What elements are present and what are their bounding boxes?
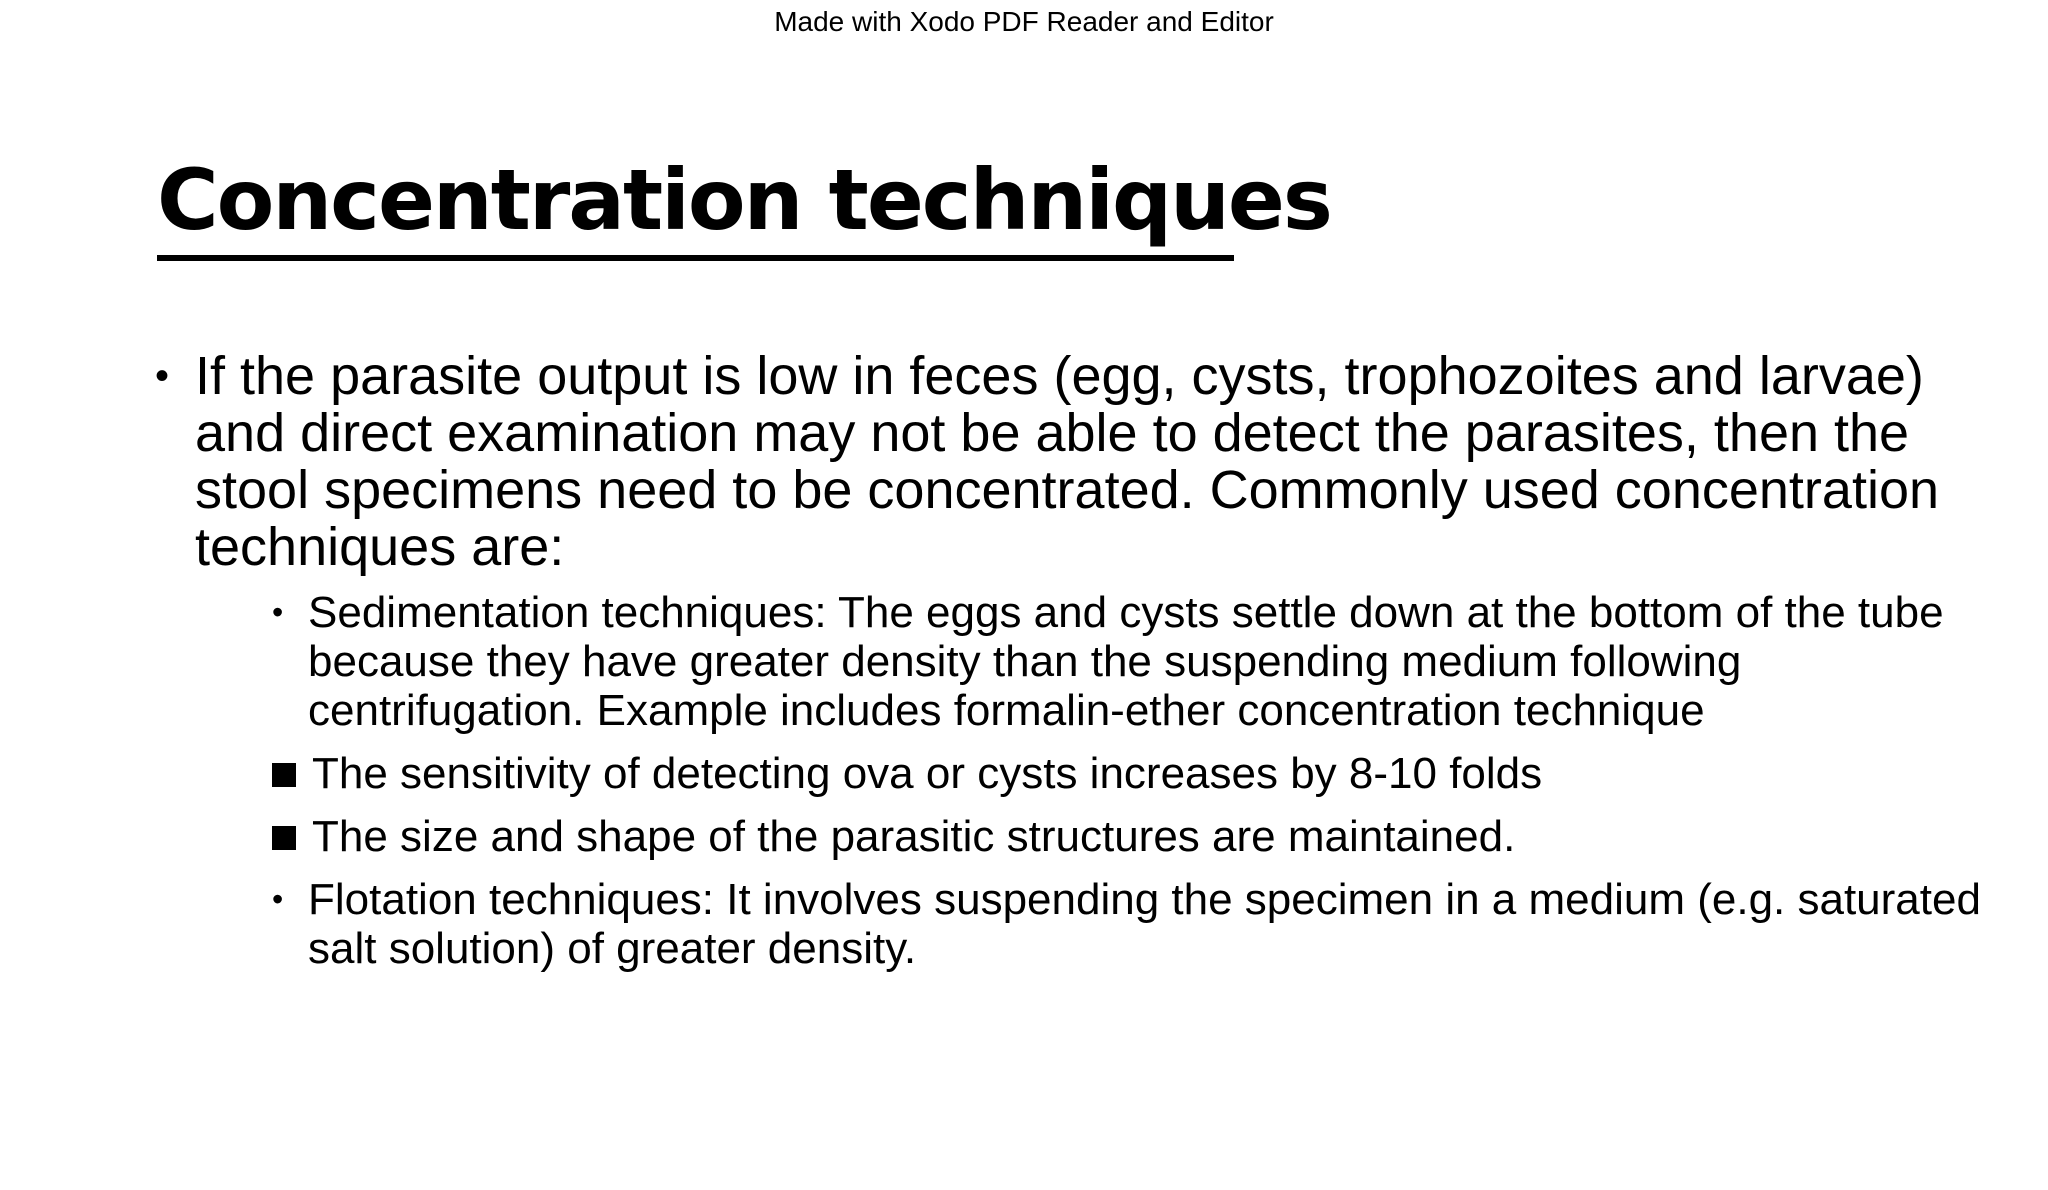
bullet-square-icon [272, 763, 296, 787]
sub-bullet-text: Sedimentation techniques: The eggs and cysts settle down at the bottom of the tube because they have greater density than the suspending medium following centrifugation. Example includes formalin-ether concentration technique [308, 588, 1944, 735]
title-underline [157, 255, 1234, 261]
sub-bullet-text: Flotation techniques: It involves suspending the specimen in a medium (e.g. saturated salt solution) of greater density. [308, 875, 1981, 973]
sub-bullet-sensitivity [272, 749, 2032, 798]
sub-bullet-size-shape [272, 812, 2032, 861]
main-bullet-text: If the parasite output is low in feces (egg, cysts, trophozoites and larvae) and direct examination may not be able to detect the parasites, then the stool specimens need to be concentrated. Commonly used concentration techniques are: [195, 346, 1940, 577]
watermark-text: Made with Xodo PDF Reader and Editor [774, 6, 1274, 37]
sub-bullet-text: The size and shape of the parasitic structures are maintained. [312, 812, 1516, 861]
bullet-dot-icon: • [272, 881, 284, 917]
slide-title: Concentration techniques [157, 151, 1331, 249]
slide-body [155, 348, 2015, 973]
main-bullet [155, 348, 1955, 576]
sub-bullet-text: The sensitivity of detecting ova or cysts increases by 8-10 folds [312, 749, 1543, 798]
bullet-dot-icon: • [155, 354, 170, 398]
bullet-dot-icon: • [272, 594, 284, 630]
bullet-square-icon [272, 826, 296, 850]
sub-bullet-sedimentation [272, 588, 2028, 735]
sub-bullet-flotation [272, 875, 2028, 973]
